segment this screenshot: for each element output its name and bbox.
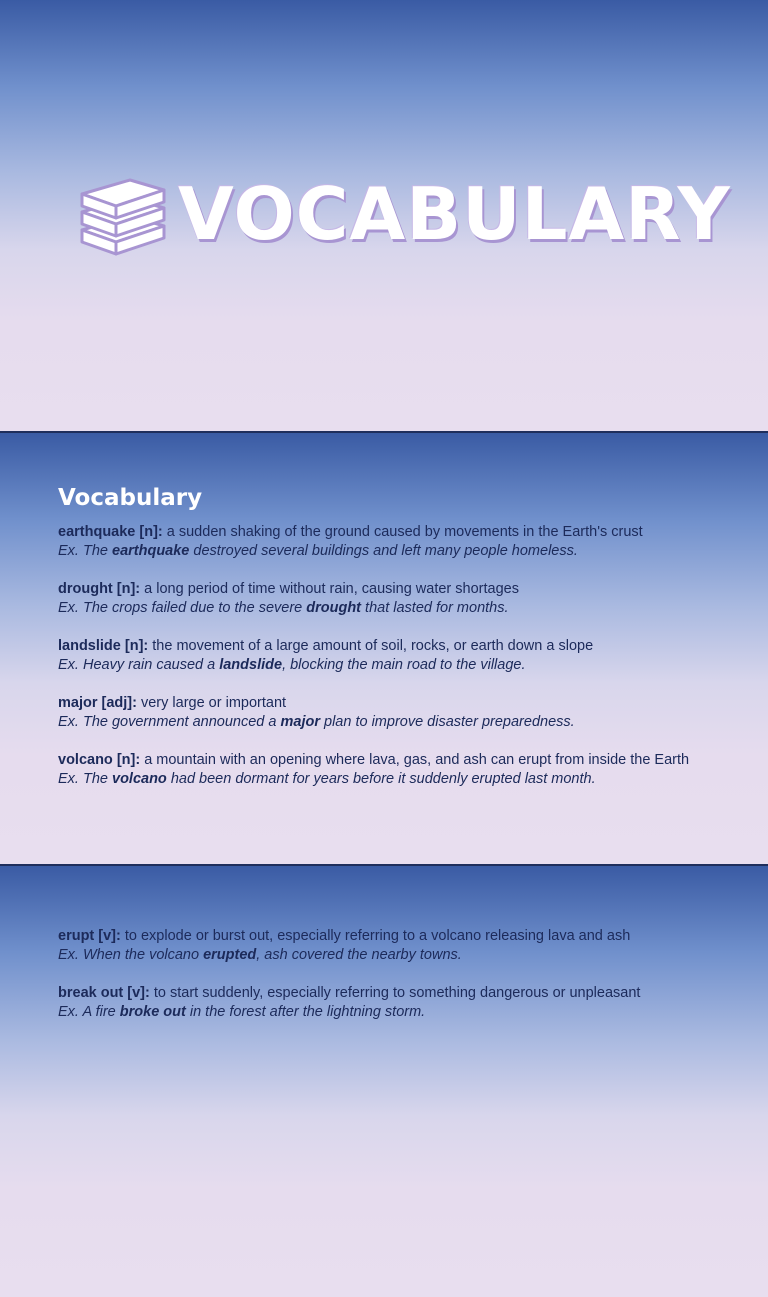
definition-line [58, 984, 708, 1003]
vocab-term: major [adj]: [58, 695, 137, 711]
example-text: Ex. Heavy rain caused a [58, 657, 220, 673]
example-text: in the forest after the lightning storm. [185, 1004, 426, 1020]
vocab-definition: to explode or burst out, especially referring to a volcano releasing lava and ash [120, 928, 631, 944]
vocab-entry [58, 637, 708, 675]
example-keyword: landslide [219, 657, 283, 673]
vocab-definition: a long period of time without rain, causing water shortages [140, 581, 519, 597]
example-text: Ex. The [58, 543, 112, 559]
example-sentence [58, 770, 708, 789]
example-sentence [58, 656, 708, 675]
books-stack-icon [72, 168, 172, 260]
example-text: , blocking the main road to the village. [282, 657, 526, 673]
example-keyword: broke out [119, 1004, 186, 1020]
definition-line [58, 927, 708, 946]
vocab-definition: the movement of a large amount of soil, rocks, or earth down a slope [148, 638, 594, 654]
vocab-entry [58, 523, 708, 561]
vocab-term: landslide [n]: [58, 638, 149, 654]
definition-line [58, 637, 708, 656]
vocab-definition: a sudden shaking of the ground caused by movements in the Earth's crust [162, 524, 643, 540]
definition-line [58, 694, 708, 713]
vocabulary-slide-1 [0, 433, 768, 864]
vocabulary-slide-2 [0, 866, 768, 1297]
definition-line [58, 523, 708, 542]
example-sentence [58, 1003, 708, 1022]
vocab-term: erupt [v]: [58, 928, 121, 944]
vocab-definition: to start suddenly, especially referring to something dangerous or unpleasant [149, 985, 641, 1001]
example-text: Ex. The crops failed due to the severe [58, 600, 307, 616]
vocab-entry [58, 694, 708, 732]
example-keyword: earthquake [112, 543, 190, 559]
definition-line [58, 580, 708, 599]
vocab-entry [58, 580, 708, 618]
vocab-entry [58, 984, 708, 1022]
vocab-definition: a mountain with an opening where lava, gas, and ash can erupt from inside the Earth [140, 752, 690, 768]
vocab-term: volcano [n]: [58, 752, 141, 768]
example-sentence [58, 946, 708, 965]
example-text: , ash covered the nearby towns. [256, 947, 462, 963]
vocab-term: earthquake [n]: [58, 524, 163, 540]
vocab-list [58, 523, 708, 808]
example-text: Ex. When the volcano [58, 947, 204, 963]
vocab-entry [58, 751, 708, 789]
example-sentence [58, 542, 708, 561]
example-text: that lasted for months. [361, 600, 509, 616]
example-text: Ex. A fire [58, 1004, 120, 1020]
vocab-term: drought [n]: [58, 581, 141, 597]
example-text: plan to improve disaster preparedness. [319, 714, 575, 730]
example-keyword: drought [306, 600, 362, 616]
example-text: Ex. The government announced a [58, 714, 281, 730]
vocab-definition: very large or important [136, 695, 287, 711]
title-row [72, 168, 731, 260]
example-text: destroyed several buildings and left many people homeless. [189, 543, 578, 559]
definition-line [58, 751, 708, 770]
example-text: Ex. The [58, 771, 112, 787]
example-keyword: major [280, 714, 320, 730]
example-sentence [58, 713, 708, 732]
main-title: VOCABULARY [178, 172, 731, 256]
section-heading: Vocabulary [58, 485, 203, 511]
example-text: had been dormant for years before it suddenly erupted last month. [166, 771, 596, 787]
vocab-term: break out [v]: [58, 985, 150, 1001]
example-keyword: erupted [203, 947, 257, 963]
vocab-entry [58, 927, 708, 965]
title-slide [0, 0, 768, 431]
example-sentence [58, 599, 708, 618]
example-keyword: volcano [112, 771, 167, 787]
